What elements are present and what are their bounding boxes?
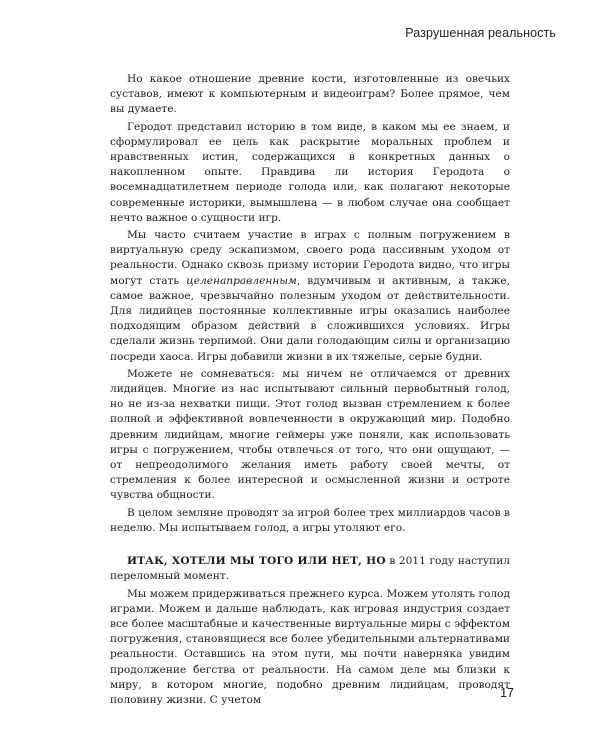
running-head: Разрушенная реальность: [405, 26, 556, 40]
paragraph: Геродот представил историю в том виде, в каком мы ее знаем, и сформулировал ее цель как раскрытие моральных проблем и нравственных истин, содержащихся в конкретных данных о накопленном опыте. Правдива ли история Геродота о восемнадцатилетнем периоде голода или, как полагают некоторые современные историки, вымышлена — в любом случае она сообщает нечто важное о сущности игр.: [110, 120, 510, 224]
text-run: в 2011 году наступил переломный момент.: [110, 555, 510, 583]
section-lead-in: ИТАК, ХОТЕЛИ МЫ ТОГО ИЛИ НЕТ, НО: [126, 555, 386, 568]
text-run: , вдумчивым и активным, а также, самое важное, чрезвычайно полезным уходом от действительности. Для лидийцев постоянные коллективные игры оказались наиболее подходящим образом действий в сложившихся условиях. Игры сделали жизнь терпимой. Они дали голодающим силы и организацию посреди хаоса. Игры добавили жизни в их тяжелые, серые будни.: [110, 274, 510, 363]
paragraph: Можете не сомневаться: мы ничем не отличаемся от древних лидийцев. Многие из нас испытывают сильный первобытный голод, но не из-за нехватки пищи. Этот голод вызван стремлением к более полной и эффективной вовлеченности в окружающий мир. Подобно древним лидийцам, многие геймеры уже поняли, как использовать игры с погружением, чтобы отвлечься от того, что они ощущают, — от непреодолимого желания иметь работу своей мечты, от стремления к более интересной и осмысленной жизни и остроте чувства общности.: [110, 367, 510, 502]
paragraph: [110, 228, 510, 365]
body-text: [110, 72, 510, 708]
text-run: Мы часто считаем участие в играх с полным погружением в виртуальную среду эскапизмом, своего рода пассивным уходом от реальности. Однако сквозь призму истории Геродота видно, что игры могут стать: [110, 229, 510, 287]
section-start-paragraph: [110, 554, 510, 584]
italic-emphasis: целенаправленным: [186, 274, 297, 287]
page-number: 17: [500, 686, 514, 700]
paragraph: Мы можем придерживаться прежнего курса. Можем утолять голод играми. Можем и дальше наблюдать, как игровая индустрия создает все более масштабные и качественные виртуальные миры с эффектом погружения, становящиеся все более убедительными альтернативами реальности. Оставшись на этом пути, мы почти наверняка увидим продолжение бегства от реальности. На самом деле мы близки к миру, в котором многие, подобно древним лидийцам, проводят половину жизни. С учетом: [110, 587, 510, 706]
paragraph: В целом земляне проводят за игрой более трех миллиардов часов в неделю. Мы испытываем голод, а игры утоляют его.: [110, 506, 510, 534]
paragraph: Но какое отношение древние кости, изготовленные из овечьих суставов, имеют к компьютерным и видеоиграм? Более прямое, чем вы думаете.: [110, 73, 510, 116]
